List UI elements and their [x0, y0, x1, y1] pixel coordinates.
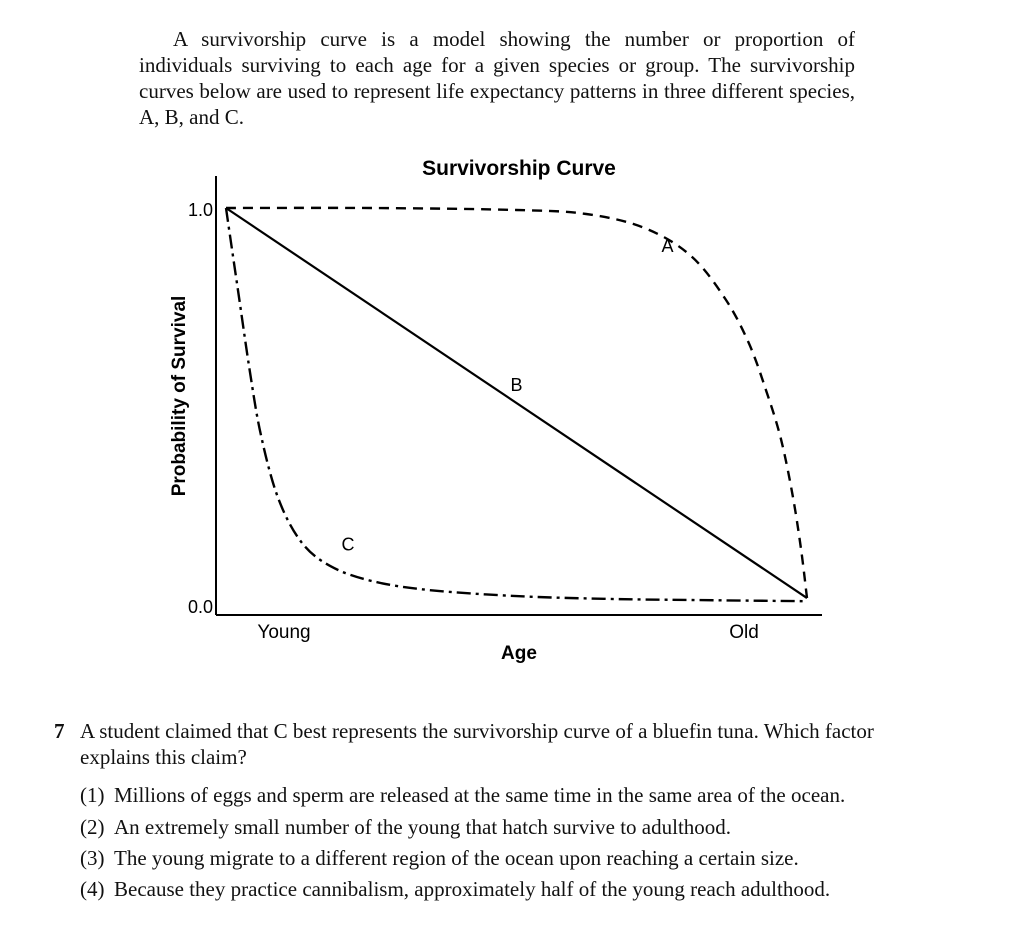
answer-options	[80, 782, 860, 907]
x-axis-label: Age	[501, 643, 537, 664]
x-tick-label-old: Old	[729, 622, 759, 643]
option-number: (4)	[80, 877, 105, 901]
option-text: Millions of eggs and sperm are released at the same time in the same area of the ocean.	[114, 783, 846, 807]
intro-paragraph: A survivorship curve is a model showing the number or proportion of individuals surviving to each age for a given species or group. The survivorship curves below are used to represent life expectancy patterns in three different species, A, B, and C.	[139, 27, 855, 129]
curve-label-c: C	[341, 534, 355, 555]
option-number: (2)	[80, 815, 105, 839]
x-tick-label-young: Young	[257, 622, 311, 643]
y-axis-label: Probability of Survival	[169, 295, 190, 497]
option-number: (3)	[80, 846, 105, 870]
y-tick-label-top: 1.0	[187, 200, 213, 220]
question-number: 7	[54, 719, 65, 743]
survivorship-chart	[150, 148, 850, 678]
option-text: Because they practice cannibalism, approximately half of the young reach adulthood.	[114, 877, 831, 901]
answer-option-4[interactable]	[80, 876, 860, 902]
curve-label-b: B	[510, 375, 523, 396]
chart-svg	[150, 148, 850, 678]
answer-option-2[interactable]	[80, 814, 860, 840]
answer-option-3[interactable]	[80, 845, 860, 871]
option-text: The young migrate to a different region of the ocean upon reaching a certain size.	[114, 846, 799, 870]
series-line-b	[226, 208, 807, 598]
series-layer	[226, 208, 807, 601]
option-text: An extremely small number of the young that hatch survive to adulthood.	[114, 815, 732, 839]
curve-label-layer	[342, 236, 674, 555]
curve-label-a: A	[661, 235, 674, 256]
chart-title: Survivorship Curve	[422, 157, 616, 180]
answer-option-1[interactable]	[80, 782, 860, 808]
question-stem: A student claimed that C best represents the survivorship curve of a bluefin tuna. Which factor explains this claim?	[80, 719, 874, 769]
y-tick-label-bottom: 0.0	[187, 597, 213, 617]
option-number: (1)	[80, 783, 105, 807]
